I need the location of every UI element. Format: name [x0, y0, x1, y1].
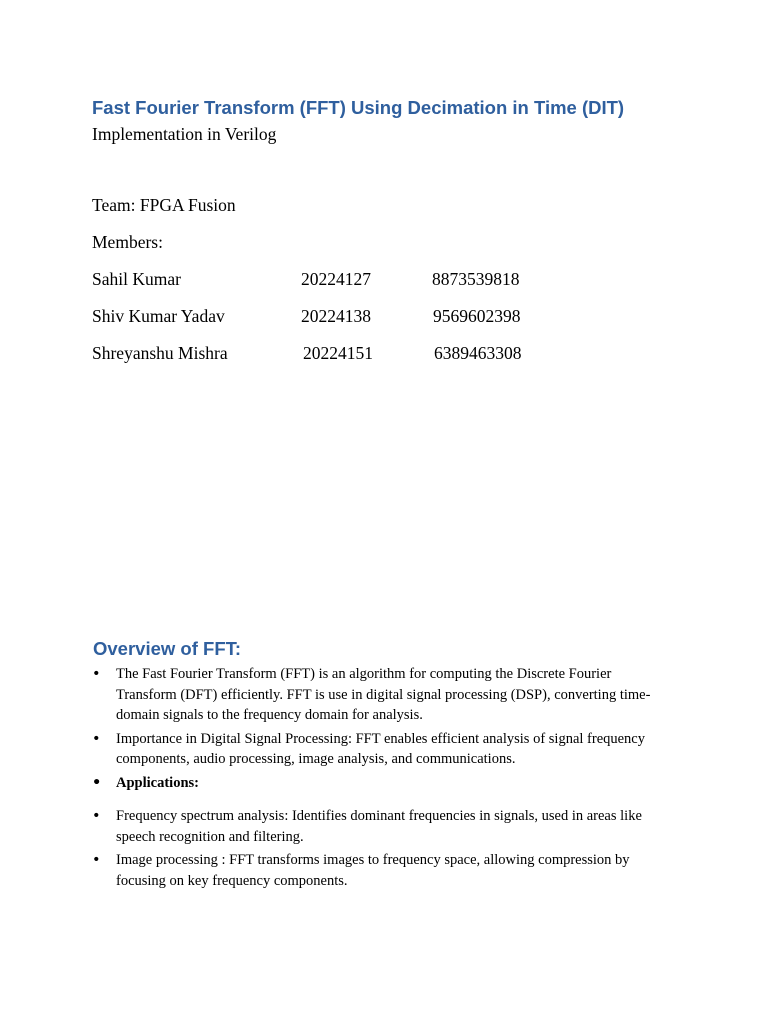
member-name: Sahil Kumar [92, 269, 181, 289]
document-title: Fast Fourier Transform (FFT) Using Decimation in Time (DIT) [92, 97, 625, 118]
bullet-icon: • [92, 808, 101, 824]
member-phone: 6389463308 [434, 343, 522, 363]
member-name: Shreyanshu Mishra [92, 343, 228, 363]
member-id: 20224138 [301, 306, 371, 326]
list-item-text: Image processing : FFT transforms images to frequency space, allowing compression by focusing on key frequency components. [116, 852, 630, 889]
member-phone: 9569602398 [433, 306, 521, 326]
list-item [92, 850, 662, 891]
bullet-icon: • [92, 730, 101, 747]
list-item [92, 664, 662, 726]
member-name: Shiv Kumar Yadav [92, 306, 225, 326]
document-subtitle: Implementation in Verilog [92, 124, 277, 144]
list-item [92, 729, 662, 770]
list-item-text: The Fast Fourier Transform (FFT) is an algorithm for computing the Discrete Fourier Transform (DFT) efficiently. FFT is use in digital signal processing (DSP), converting time-domain signals to the frequency domain for analysis. [116, 666, 651, 723]
bullet-icon: • [92, 774, 102, 791]
member-id: 20224127 [301, 269, 371, 289]
member-row [92, 269, 592, 293]
member-phone: 8873539818 [432, 269, 520, 289]
member-row [92, 343, 592, 367]
bullet-icon: • [92, 666, 101, 682]
member-id: 20224151 [303, 343, 373, 363]
members-label: Members: [92, 232, 163, 252]
list-item [92, 773, 662, 794]
bullet-icon: • [92, 852, 101, 868]
team-line: Team: FPGA Fusion [92, 195, 236, 215]
overview-bullet-list [92, 664, 662, 894]
list-item-text: Importance in Digital Signal Processing: FFT enables efficient analysis of signal frequency components, audio processing, image analysis, and communications. [116, 730, 645, 767]
member-row [92, 306, 592, 330]
list-item-text: Applications: [116, 774, 199, 791]
overview-heading: Overview of FFT: [93, 638, 242, 659]
list-item [92, 806, 662, 847]
list-item-text: Frequency spectrum analysis: Identifies dominant frequencies in signals, used in areas like speech recognition and filtering. [116, 808, 642, 845]
